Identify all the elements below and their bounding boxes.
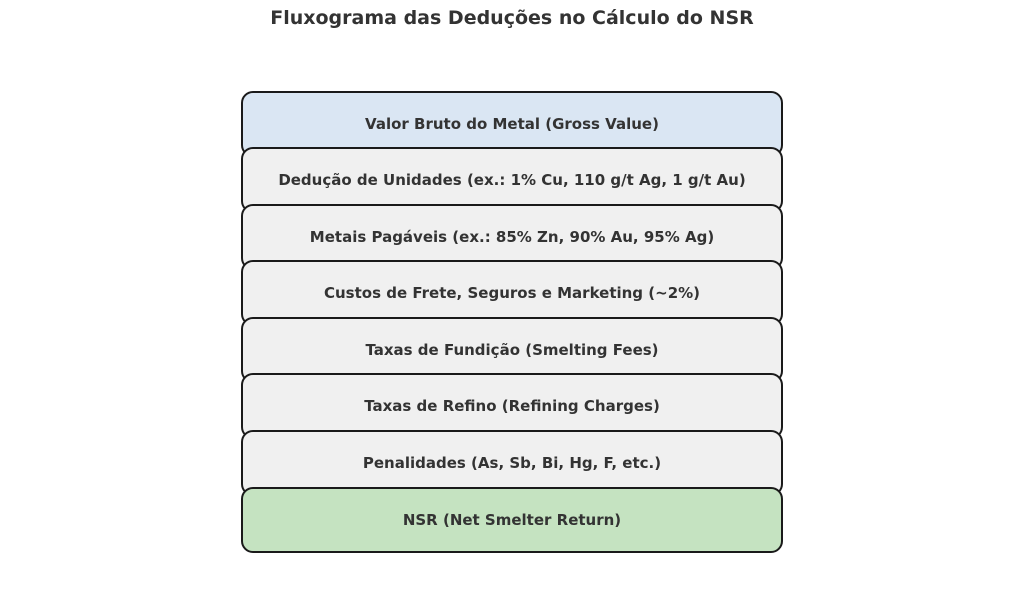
step-label: Metais Pagáveis (ex.: 85% Zn, 90% Au, 95% Ag): [309, 228, 715, 246]
step-label: Valor Bruto do Metal (Gross Value): [365, 115, 659, 133]
step-label: Dedução de Unidades (ex.: 1% Cu, 110 g/t Ag, 1 g/t Au): [278, 171, 746, 189]
step-label: Penalidades (As, Sb, Bi, Hg, F, etc.): [362, 454, 662, 472]
step-label: NSR (Net Smelter Return): [402, 511, 622, 529]
step-label: Taxas de Refino (Refining Charges): [364, 397, 660, 415]
diagram-title: Fluxograma das Deduções no Cálculo do NSR: [270, 7, 754, 29]
step-label: Taxas de Fundição (Smelting Fees): [365, 341, 659, 359]
step-nsr: [241, 487, 783, 553]
step-label: Custos de Frete, Seguros e Marketing (~2%): [323, 284, 701, 302]
